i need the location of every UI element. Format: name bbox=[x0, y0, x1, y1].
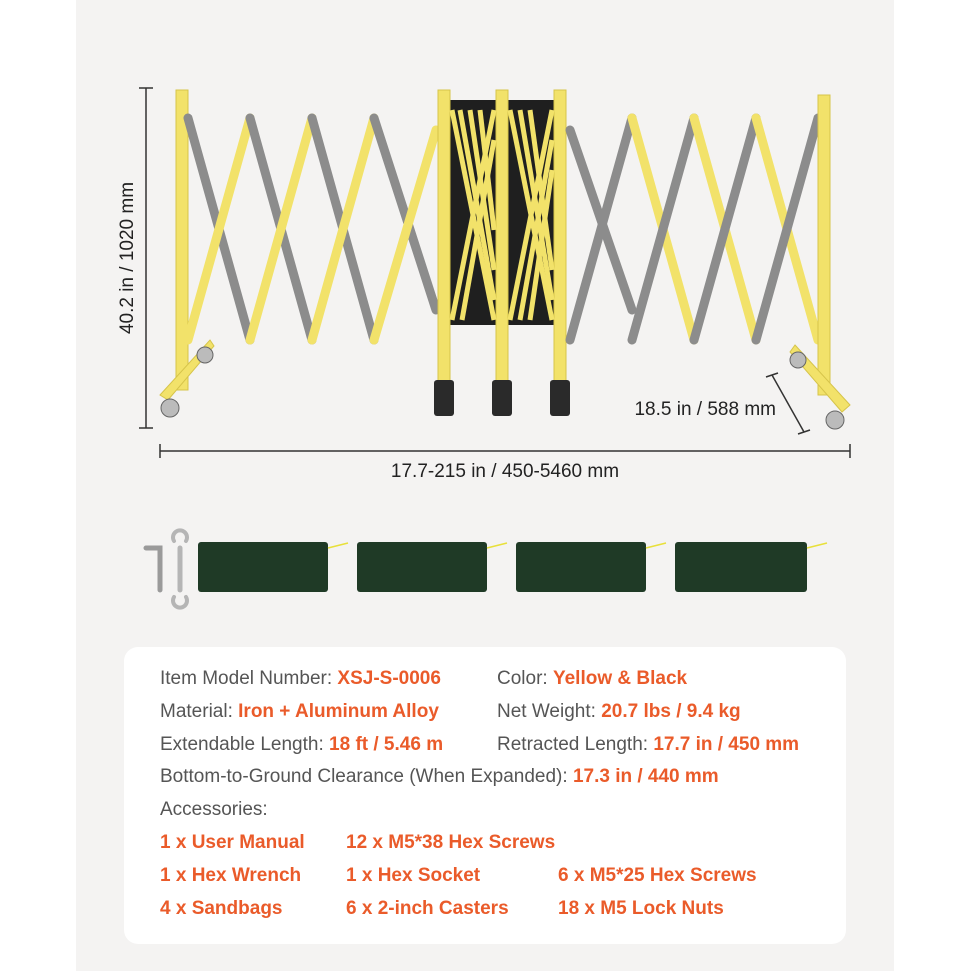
accessory-item: 1 x User Manual bbox=[160, 832, 305, 853]
accessory-item: 1 x Hex Socket bbox=[346, 865, 481, 886]
material-value: Iron + Aluminum Alloy bbox=[238, 701, 439, 722]
left-scissor-lattice bbox=[188, 118, 436, 340]
hex-key-icon bbox=[146, 548, 160, 590]
accessory-item: 4 x Sandbags bbox=[160, 898, 283, 919]
retracted-label: Retracted Length: bbox=[497, 734, 654, 755]
depth-label: 18.5 in / 588 mm bbox=[634, 399, 776, 420]
accessory-item: 6 x 2-inch Casters bbox=[346, 898, 509, 919]
color-label: Color: bbox=[497, 668, 553, 689]
gate-left-end bbox=[160, 90, 214, 417]
accessory-item: 12 x M5*38 Hex Screws bbox=[346, 832, 556, 853]
wrench-icon bbox=[173, 530, 187, 607]
length-label: 17.7-215 in / 450-5460 mm bbox=[390, 461, 620, 482]
clearance-value: 17.3 in / 440 mm bbox=[572, 766, 719, 787]
accessory-item: 18 x M5 Lock Nuts bbox=[558, 898, 724, 919]
weight-value: 20.7 lbs / 9.4 kg bbox=[601, 701, 741, 722]
spec-line-model-color bbox=[160, 668, 441, 690]
extendable-label: Extendable Length: bbox=[160, 734, 330, 755]
extendable-value: 18 ft / 5.46 m bbox=[329, 734, 444, 755]
spec-retracted bbox=[497, 734, 799, 756]
spec-material bbox=[160, 701, 439, 723]
right-scissor-lattice bbox=[570, 118, 818, 340]
accessory-item: 6 x M5*25 Hex Screws bbox=[558, 865, 757, 886]
spec-clearance bbox=[160, 766, 719, 788]
model-value: XSJ-S-0006 bbox=[337, 668, 441, 689]
sandbag-icon bbox=[198, 542, 827, 592]
weight-label: Net Weight: bbox=[497, 701, 602, 722]
clearance-label: Bottom-to-Ground Clearance (When Expanded): bbox=[160, 766, 573, 787]
accessories-heading: Accessories: bbox=[160, 799, 268, 820]
center-folded-section bbox=[434, 90, 570, 416]
length-dimension-line bbox=[160, 444, 850, 458]
height-label: 40.2 in / 1020 mm bbox=[117, 181, 138, 335]
spec-extendable bbox=[160, 734, 443, 756]
height-dimension-line bbox=[139, 88, 153, 428]
model-label: Item Model Number: bbox=[160, 668, 338, 689]
spec-color bbox=[497, 668, 687, 690]
accessory-item: 1 x Hex Wrench bbox=[160, 865, 302, 886]
material-label: Material: bbox=[160, 701, 239, 722]
spec-weight bbox=[497, 701, 741, 723]
retracted-value: 17.7 in / 450 mm bbox=[653, 734, 800, 755]
color-value: Yellow & Black bbox=[552, 668, 688, 689]
